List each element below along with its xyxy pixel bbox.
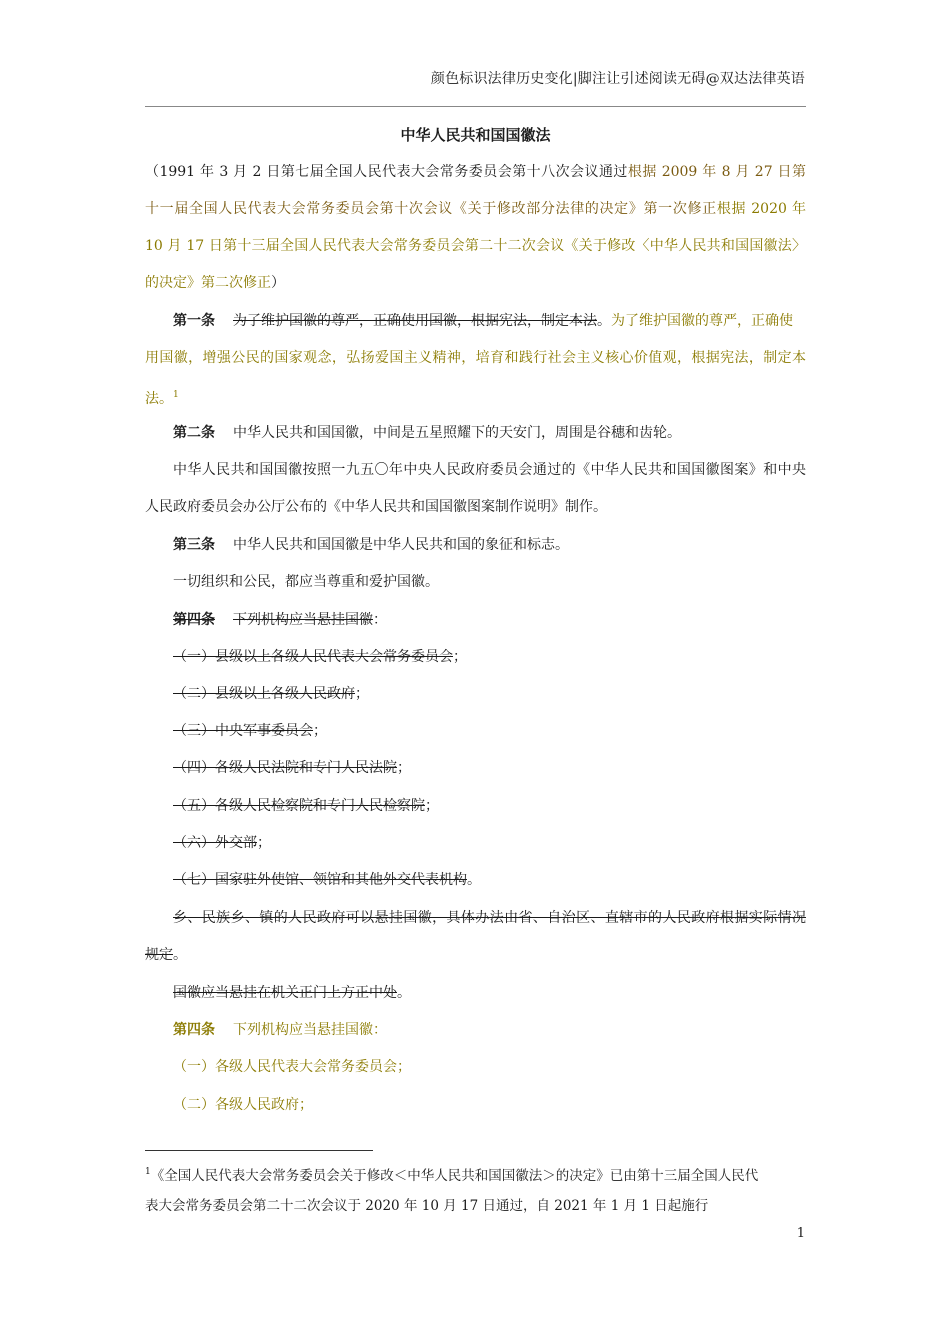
article-label: 第四条 — [173, 1022, 215, 1038]
article-label: 第一条 — [173, 313, 215, 329]
old-item-1: （一）县级以上各级人民代表大会常务委员会； — [173, 649, 467, 665]
new-item-1: （一）各级人民代表大会常务委员会； — [173, 1059, 411, 1075]
old-item-7: （七）国家驻外使馆、领馆和其他外交代表机构。 — [173, 872, 481, 888]
page-number: 1 — [796, 1226, 805, 1241]
article-2-para-2: 中华人民共和国国徽按照一九五〇年中央人民政府委员会通过的《中华人民共和国国徽图案》和中央 — [173, 462, 806, 478]
preamble-line-3: 10 月 17 日第十三届全国人民代表大会常务委员会第二十二次会议《关于修改〈中华人民共和国国徽法〉 — [145, 238, 806, 254]
amended-text: 为了维护国徽的尊严，正确使 — [611, 313, 793, 329]
article-3-para-2: 一切组织和公民，都应当尊重和爱护国徽。 — [173, 574, 439, 590]
footnote-line-1: $^1$《全国人民代表大会常务委员会关于修改＜中华人民共和国国徽法＞的决定》已由第十三届全国人民代 — [145, 1167, 759, 1184]
old-item-4: （四）各级人民法院和专门人民法院； — [173, 760, 411, 776]
old-item-2: （二）县级以上各级人民政府； — [173, 686, 369, 702]
article-3: 第三条 中华人民共和国国徽是中华人民共和国的象征和标志。 — [173, 537, 569, 553]
deleted-text: 为了维护国徽的尊严，正确使用国徽，根据宪法，制定本法 — [233, 313, 597, 329]
old-township-para: 乡、民族乡、镇的人民政府可以悬挂国徽，具体办法由省、自治区、直辖市的人民政府根据实际情况 — [173, 910, 806, 926]
page-header: 颜色标识法律历史变化|脚注让引述阅读无碍@双达法律英语 — [430, 71, 805, 87]
old-placement-para: 国徽应当悬挂在机关正门上方正中处。 — [173, 985, 411, 1001]
article-2-para-2-cont: 人民政府委员会办公厅公布的《中华人民共和国国徽图案制作说明》制作。 — [145, 499, 607, 515]
article-2: 第二条 中华人民共和国国徽，中间是五星照耀下的天安门，周围是谷穗和齿轮。 — [173, 425, 681, 441]
header-divider — [145, 106, 806, 107]
article-1: 第一条 为了维护国徽的尊严，正确使用国徽，根据宪法，制定本法。为了维护国徽的尊严，正确使 — [173, 313, 793, 329]
footnote-mark: 1 — [145, 1167, 151, 1177]
article-1-line-2: 用国徽，增强公民的国家观念，弘扬爱国主义精神，培育和践行社会主义核心价值观，根据宪法，制定本 — [145, 350, 806, 366]
preamble-line-2: 十一届全国人民代表大会常务委员会第十次会议《关于修改部分法律的决定》第一次修正根据 2020 年 — [145, 201, 807, 217]
footnote-divider — [145, 1150, 373, 1151]
footnote-line-2: 表大会常务委员会第二十二次会议于 2020 年 10 月 17 日通过，自 2021 年 1 月 1 日起施行 — [145, 1198, 709, 1214]
article-label: 第四条 — [173, 612, 215, 628]
article-4-old: 第四条 下列机构应当悬挂国徽： — [173, 612, 387, 628]
article-label: 第三条 — [173, 537, 215, 553]
law-title: 中华人民共和国国徽法 — [400, 126, 551, 144]
footnote-ref[interactable]: 1 — [173, 390, 179, 400]
new-item-2: （二）各级人民政府； — [173, 1097, 313, 1113]
article-1-line-3: 法。$^1$ — [145, 390, 179, 407]
old-item-3: （三）中央军事委员会； — [173, 723, 327, 739]
first-amendment-note: 根据 2009 年 8 月 27 日第 — [627, 164, 806, 180]
old-item-5: （五）各级人民检察院和专门人民检察院； — [173, 798, 439, 814]
article-label: 第二条 — [173, 425, 215, 441]
second-amendment-note: 根据 2020 年 — [716, 201, 807, 217]
preamble-line-4: 的决定》第二次修正） — [145, 275, 285, 291]
article-4-new: 第四条 下列机构应当悬挂国徽： — [173, 1022, 387, 1038]
old-item-6: （六）外交部； — [173, 835, 271, 851]
preamble-line-1: （1991 年 3 月 2 日第七届全国人民代表大会常务委员会第十八次会议通过根据 2009 年 8 月 27 日第 — [145, 164, 806, 180]
old-township-para-cont: 规定。 — [145, 947, 187, 963]
